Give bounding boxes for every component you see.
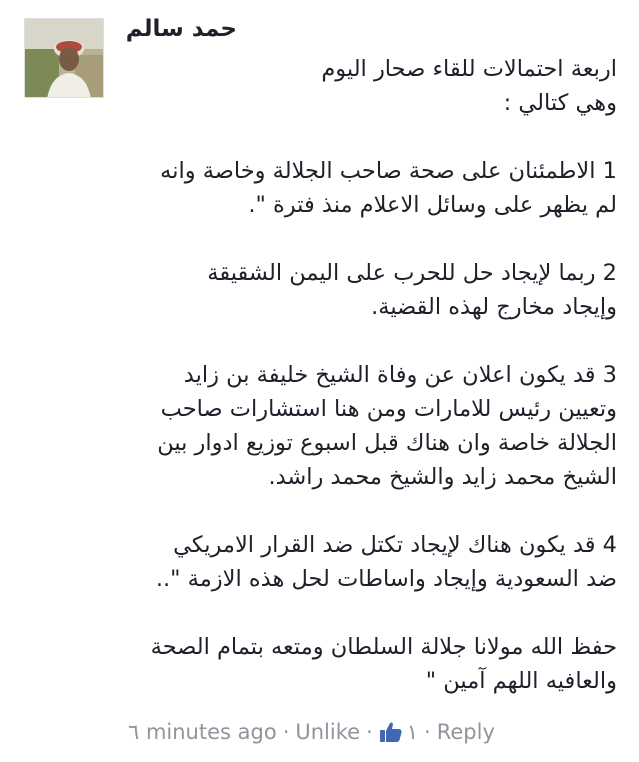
author-name[interactable]: حمد سالم <box>125 16 237 42</box>
text-line: ضد السعودية وإيجاد واساطات لحل هذه الازمة ".. <box>155 566 617 592</box>
comment-point-3 <box>97 358 617 494</box>
text-line: 2 ربما لإيجاد حل للحرب على اليمن الشقيقة <box>207 260 617 286</box>
comment-point-1 <box>97 154 617 222</box>
unlike-button[interactable]: Unlike <box>295 720 361 744</box>
text-line: والعافيه اللهم آمين " <box>425 668 617 694</box>
separator-dot: · <box>282 720 290 744</box>
comment-intro <box>97 52 617 120</box>
comment-footer <box>128 720 495 744</box>
thumbs-up-icon[interactable] <box>379 720 403 744</box>
comment-point-4 <box>97 528 617 596</box>
separator-dot: · <box>424 720 431 744</box>
text-line: 4 قد يكون هناك لإيجاد تكتل ضد القرار الامريكي <box>173 532 617 558</box>
text-line: حفظ الله مولانا جلالة السلطان ومتعه بتمام الصحة <box>150 634 617 660</box>
text-line: الشيخ محمد زايد والشيخ محمد راشد. <box>268 464 617 490</box>
text-line: اربعة احتمالات للقاء صحار اليوم <box>321 56 617 82</box>
avatar-photo <box>25 19 104 98</box>
separator-dot: · <box>366 720 373 744</box>
text-line: 1 الاطمئنان على صحة صاحب الجلالة وخاصة وانه <box>160 158 617 184</box>
like-count[interactable]: ١ <box>406 720 419 744</box>
text-line: 3 قد يكون اعلان عن وفاة الشيخ خليفة بن زايد <box>183 362 617 388</box>
text-line: وتعيين رئيس للامارات ومن هنا استشارات صاحب <box>160 396 617 422</box>
comment-text <box>97 52 617 732</box>
text-line: وإيجاد مخارج لهذه القضية. <box>371 294 617 320</box>
comment-closing <box>97 630 617 698</box>
reply-button[interactable]: Reply <box>436 720 495 744</box>
text-line: الجلالة خاصة وان هناك قبل اسبوع توزيع ادوار بين <box>157 430 617 456</box>
timestamp-link[interactable]: ٦ minutes ago <box>128 720 277 744</box>
text-line: لم يظهر على وسائل الاعلام منذ فترة ". <box>248 192 617 218</box>
comment-point-2 <box>97 256 617 324</box>
text-line: وهي كتالي : <box>503 90 617 116</box>
author-avatar[interactable] <box>24 18 104 98</box>
